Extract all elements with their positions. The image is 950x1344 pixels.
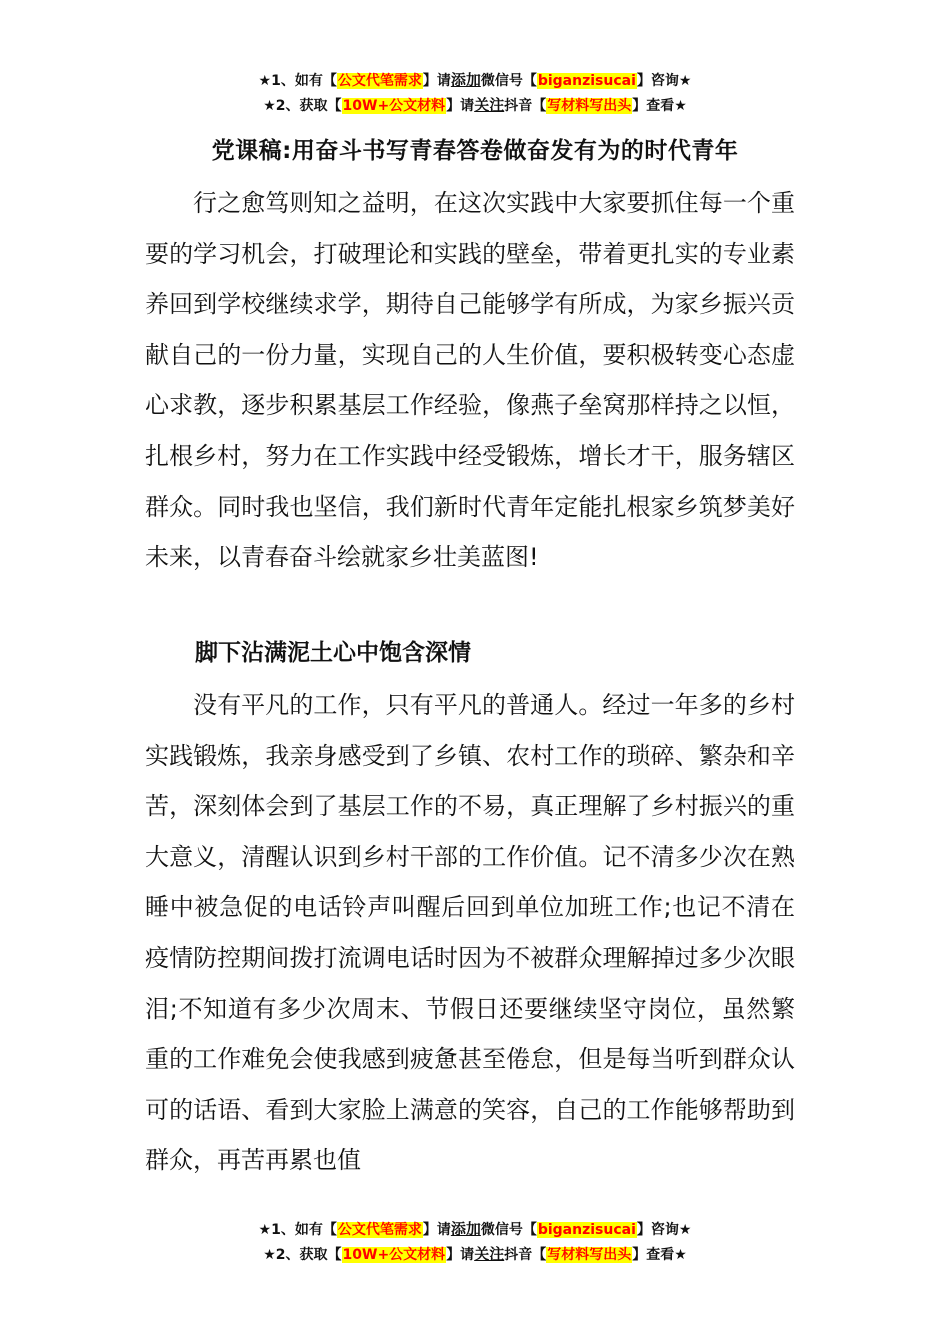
banner-line-2	[0, 93, 950, 118]
paragraph: 行之愈笃则知之益明，在这次实践中大家要抓住每一个重要的学习机会，打破理论和实践的壁垒，带着更扎实的专业素养回到学校继续求学，期待自己能够学有所成，为家乡振兴贡献自己的一份力量，实现自己的人生价值，要积极转变心态虚心求教，逐步积累基层工作经验，像燕子垒窝那样持之以恒，扎根乡村，努力在工作实践中经受锻炼，增长才干，服务辖区群众。同时我也坚信，我们新时代青年定能扎根家乡筑梦美好未来，以青春奋斗绘就家乡壮美蓝图!	[145, 189, 795, 572]
banner-text: 微信号【	[480, 73, 537, 89]
banner-text: 抖音【	[504, 98, 547, 114]
underlined-text: 添加	[450, 71, 481, 89]
underlined-text: 关注	[474, 96, 505, 114]
banner-text: ★1、如有【	[258, 73, 337, 89]
body-section-1	[145, 178, 795, 583]
banner-line-2	[0, 1242, 950, 1267]
highlight-douyin-id: 写材料写出头	[547, 1247, 632, 1263]
section-heading-wrap	[145, 628, 795, 678]
banner-text: 】咨询★	[636, 73, 692, 89]
highlight-materials: 10W+公文材料	[342, 1247, 446, 1263]
banner-text: 抖音【	[504, 1247, 547, 1263]
paragraph: 没有平凡的工作，只有平凡的普通人。经过一年多的乡村实践锻炼，我亲身感受到了乡镇、农村工作的琐碎、繁杂和辛苦，深刻体会到了基层工作的不易，真正理解了乡村振兴的重大意义，清醒认识到乡村干部的工作价值。记不清多少次在熟睡中被急促的电话铃声叫醒后回到单位加班工作;也记不清在疫情防控期间拨打流调电话时因为不被群众理解掉过多少次眼泪;不知道有多少次周末、节假日还要继续坚守岗位，虽然繁重的工作难免会使我感到疲惫甚至倦怠，但是每当听到群众认可的话语、看到大家脸上满意的笑容，自己的工作能够帮助到群众，再苦再累也值	[145, 691, 795, 1175]
ad-banner-bottom	[0, 1217, 950, 1267]
banner-line-1	[0, 68, 950, 93]
banner-text: 】请	[422, 1222, 451, 1238]
highlight-wechat-id: biganzisucai	[537, 1222, 636, 1238]
banner-text: 】咨询★	[636, 1222, 692, 1238]
banner-text: 微信号【	[480, 1222, 537, 1238]
highlight-service: 公文代笔需求	[337, 1222, 422, 1238]
highlight-materials: 10W+公文材料	[342, 98, 446, 114]
highlight-wechat-id: biganzisucai	[537, 73, 636, 89]
banner-text: 】查看★	[632, 1247, 687, 1263]
document-title: 党课稿:用奋斗书写青春答卷做奋发有为的时代青年	[211, 138, 739, 164]
banner-text: ★2、获取【	[263, 1247, 342, 1263]
banner-text: 】查看★	[632, 98, 687, 114]
banner-text: 】请	[422, 73, 451, 89]
underlined-text: 关注	[474, 1245, 505, 1263]
banner-text: ★1、如有【	[258, 1222, 337, 1238]
banner-text: ★2、获取【	[263, 98, 342, 114]
highlight-service: 公文代笔需求	[337, 73, 422, 89]
banner-text: 】请	[446, 1247, 475, 1263]
underlined-text: 添加	[450, 1220, 481, 1238]
section-heading: 脚下沾满泥土心中饱含深情	[195, 640, 471, 666]
banner-text: 】请	[446, 98, 475, 114]
ad-banner-top	[0, 68, 950, 118]
body-section-2	[145, 680, 795, 1186]
highlight-douyin-id: 写材料写出头	[547, 98, 632, 114]
banner-line-1	[0, 1217, 950, 1242]
